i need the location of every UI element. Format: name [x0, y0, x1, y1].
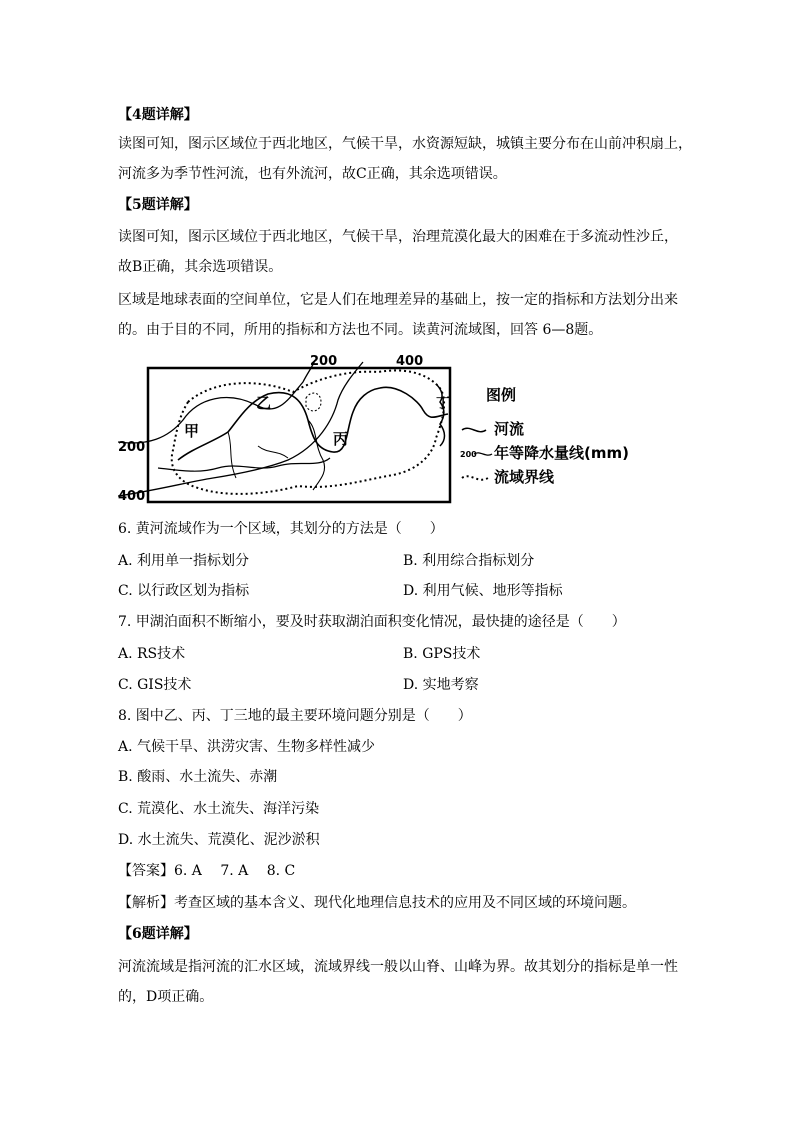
legend-boundary-symbol: [462, 476, 488, 479]
answer-line: 【答案】6. A 7. A 8. C: [118, 863, 296, 879]
legend-river-symbol: [462, 428, 486, 431]
q8-option-d: D. 水土流失、荒漠化、泥沙淤积: [118, 832, 320, 848]
q5-detail-line: 读图可知，图示区域位于西北地区，气候干旱，治理荒漠化最大的困难在于多流动性沙丘，: [118, 229, 678, 245]
q8-option-b: B. 酸雨、水土流失、赤潮: [118, 769, 278, 785]
legend-boundary-label: 流域界线: [494, 468, 555, 486]
place-label-ding: 丁: [436, 396, 450, 412]
q6-stem: 6. 黄河流域作为一个区域，其划分的方法是（ ）: [118, 521, 444, 537]
legend-isohyet-label: 年等降水量线(mm): [494, 444, 629, 462]
isohyet-label-200-top: 200: [310, 354, 338, 369]
q8-stem: 8. 图中乙、丙、丁三地的最主要环境问题分别是（ ）: [118, 708, 472, 724]
place-label-yi: 乙: [256, 394, 272, 412]
q7-option-b: B. GPS技术: [403, 646, 481, 662]
q6-detail-line: 河流流域是指河流的汇水区域，流域界线一般以山脊、山峰为界。故其划分的指标是单一性: [118, 959, 678, 975]
q7-option-d: D. 实地考察: [403, 677, 479, 693]
yellow-river-basin-map: [118, 350, 650, 510]
river-tributary: [158, 458, 330, 471]
isohyet-line-400: [118, 362, 363, 496]
q7-stem: 7. 甲湖泊面积不断缩小，要及时获取湖泊面积变化情况，最快捷的途径是（ ）: [118, 614, 626, 630]
q6-option-b: B. 利用综合指标划分: [403, 553, 535, 569]
isohyet-label-200-left: 200: [118, 440, 146, 455]
q6-option-a: A. 利用单一指标划分: [118, 553, 250, 569]
q7-option-a: A. RS技术: [118, 646, 186, 662]
q6-option-c: C. 以行政区划为指标: [118, 583, 250, 599]
q4-detail-line: 读图可知，图示区域位于西北地区，气候干旱，水资源短缺，城镇主要分布在山前冲积扇上，: [118, 136, 692, 152]
isohyet-label-400-top: 400: [396, 354, 424, 369]
legend-title: 图例: [486, 386, 517, 404]
lake-outline: [306, 393, 321, 411]
isohyet-label-400-left: 400: [118, 489, 146, 504]
q4-detail-header: 【4题详解】: [118, 107, 198, 123]
q4-detail-line: 河流多为季节性河流，也有外流河，故C正确，其余选项错误。: [118, 166, 507, 182]
place-label-jia: 甲: [184, 422, 200, 440]
intro-line: 的。由于目的不同，所用的指标和方法也不同。读黄河流域图，回答 6—8题。: [118, 322, 603, 338]
basin-boundary: [172, 371, 444, 494]
q6-detail-header: 【6题详解】: [118, 926, 198, 942]
q6-option-d: D. 利用气候、地形等指标: [403, 583, 563, 599]
q8-option-c: C. 荒漠化、水土流失、海洋污染: [118, 801, 320, 817]
q7-option-c: C. GIS技术: [118, 677, 192, 693]
legend-river-label: 河流: [494, 420, 525, 438]
legend-isohyet-sample: 200: [460, 450, 477, 459]
river-tributary: [258, 446, 288, 458]
river-tributary: [228, 432, 236, 478]
q5-detail-line: 故B正确，其余选项错误。: [118, 259, 283, 275]
q8-option-a: A. 气候干旱、洪涝灾害、生物多样性减少: [118, 739, 376, 755]
intro-line: 区域是地球表面的空间单位，它是人们在地理差异的基础上，按一定的指标和方法划分出来: [118, 292, 678, 308]
analysis-line: 【解析】考查区域的基本含义、现代化地理信息技术的应用及不同区域的环境问题。: [118, 895, 636, 911]
q6-detail-line: 的，D项正确。: [118, 989, 214, 1005]
q5-detail-header: 【5题详解】: [118, 197, 198, 213]
place-label-bing: 丙: [333, 430, 349, 448]
